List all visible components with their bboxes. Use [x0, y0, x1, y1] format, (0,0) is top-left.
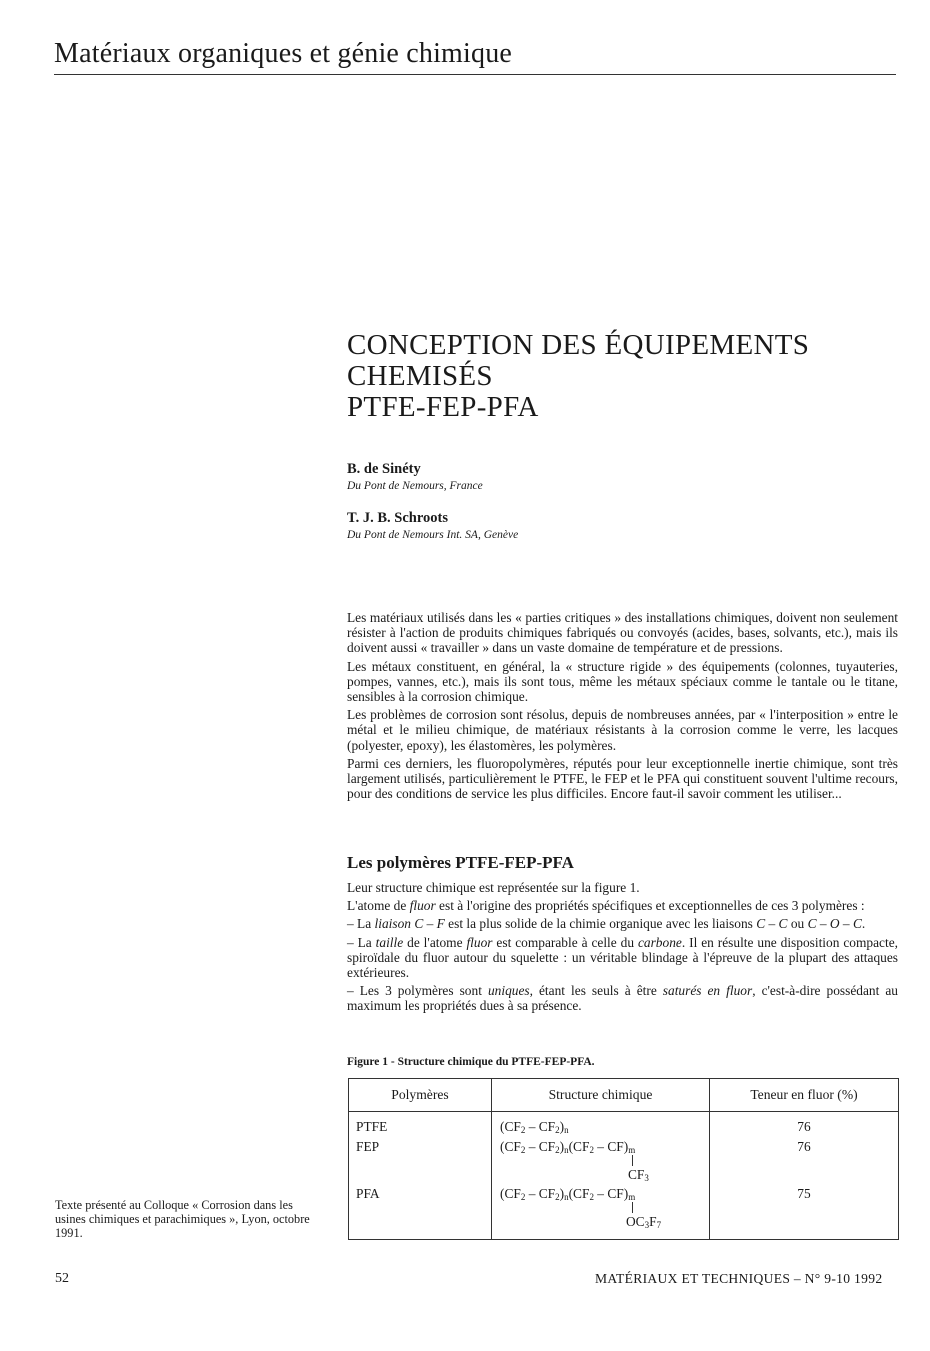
intro-text [347, 610, 898, 804]
page-number: 52 [55, 1271, 69, 1286]
journal-info: MATÉRIAUX ET TECHNIQUES – N° 9-10 1992 [595, 1271, 883, 1286]
chemical-formula: $(CF_2 - CF_2)_n(CF_2 - CF)_m$ [500, 1139, 636, 1155]
footnote: Texte présenté au Colloque « Corrosion dans les usines chimiques et parachimiques », Lyon, octobre 1991. [55, 1198, 310, 1240]
author-name: T. J. B. Schroots [347, 510, 448, 526]
article-title [347, 330, 809, 423]
fluorine-content: 76 [797, 1119, 811, 1134]
paragraph: – La taille de l'atome fluor est comparable à celle du carbone. Il en résulte une disposition compacte, spiroïdale du fluor autour du squelette : un véritable blindage à l'épreuve de la plupart des attaques extérieures. [347, 934, 898, 981]
paragraph: Les métaux constituent, en général, la « structure rigide » des équipements (colonnes, tuyauteries, pompes, vannes, etc.), mais ils sont tous, même les métaux spéciaux comme le tantale ou le titane, sensibles à la corrosion chimique. [347, 658, 898, 705]
paragraph: Parmi ces derniers, les fluoropolymères, réputés pour leur exceptionnelle inertie chimique, sont très largement utilisés, particulièrement le PTFE, le FEP et le PFA qui constituent souvent l'ultime recours, pour des conditions de service les plus difficiles. Encore faut-il savoir comment les utiliser... [347, 755, 898, 802]
chemical-formula: $(CF_2 - CF_2)_n$ [500, 1119, 569, 1135]
fluorine-content: 76 [797, 1139, 811, 1154]
paragraph: – Les 3 polymères sont uniques, étant les seuls à être saturés en fluor, c'est-à-dire possédant au maximum les propriétés dues à sa présence. [347, 983, 898, 1014]
author-block [347, 510, 518, 541]
polymer-name: PTFE [356, 1119, 388, 1134]
column-header: Structure chimique [548, 1087, 653, 1102]
author-name: B. de Sinéty [347, 461, 421, 477]
polymer-name: FEP [356, 1139, 380, 1154]
column-divider [491, 1079, 492, 1239]
polymer-name: PFA [356, 1186, 380, 1201]
column-divider [709, 1079, 710, 1239]
bond-line [632, 1155, 633, 1166]
side-group: $CF_3$ [628, 1167, 649, 1183]
fluorine-content: 75 [797, 1186, 811, 1201]
paragraph: – La liaison C – F est la plus solide de la chimie organique avec les liaisons C – C ou C – O – C. [347, 916, 866, 932]
author-block [347, 461, 483, 492]
column-header: Teneur en fluor (%) [750, 1087, 858, 1102]
paragraph: Leur structure chimique est représentée sur la figure 1. [347, 880, 640, 895]
figure-caption: Figure 1 - Structure chimique du PTFE-FEP-PFA. [347, 1056, 595, 1068]
section-heading: Les polymères PTFE-FEP-PFA [347, 853, 574, 872]
running-header: Matériaux organiques et génie chimique [54, 38, 513, 69]
title-line: CHEMISÉS [347, 360, 493, 392]
paragraph: Les problèmes de corrosion sont résolus, depuis de nombreuses années, par « l'interposition » entre le métal et le milieu chimique, de matériaux résistants à la corrosion comme le verre, les lacques (polyester, epoxy), les élastomères, les polymères. [347, 707, 898, 753]
paragraph: L'atome de fluor est à l'origine des propriétés spécifiques et exceptionnelles de ces 3 polymères : [347, 898, 865, 914]
bond-line [632, 1202, 633, 1213]
author-affiliation: Du Pont de Nemours, France [347, 480, 483, 492]
title-line: PTFE-FEP-PFA [347, 391, 539, 423]
title-line: CONCEPTION DES ÉQUIPEMENTS [347, 329, 810, 361]
chemical-formula: $(CF_2 - CF_2)_n(CF_2 - CF)_m$ [500, 1186, 636, 1202]
side-group: $OC_3F_7$ [626, 1214, 662, 1230]
author-affiliation: Du Pont de Nemours Int. SA, Genève [347, 529, 519, 541]
section-body [347, 880, 898, 1017]
header-rule [54, 74, 896, 75]
column-header: Polymères [391, 1087, 449, 1102]
structure-table [348, 1078, 899, 1240]
paragraph: Les matériaux utilisés dans les « parties critiques » des installations chimiques, doivent non seulement résister à l'action de produits chimiques fabriqués ou convoyés (acides, bases, solvants, etc.), mais ils doivent aussi « travailler » dans un vaste domaine de température et de pressions. [347, 610, 898, 656]
